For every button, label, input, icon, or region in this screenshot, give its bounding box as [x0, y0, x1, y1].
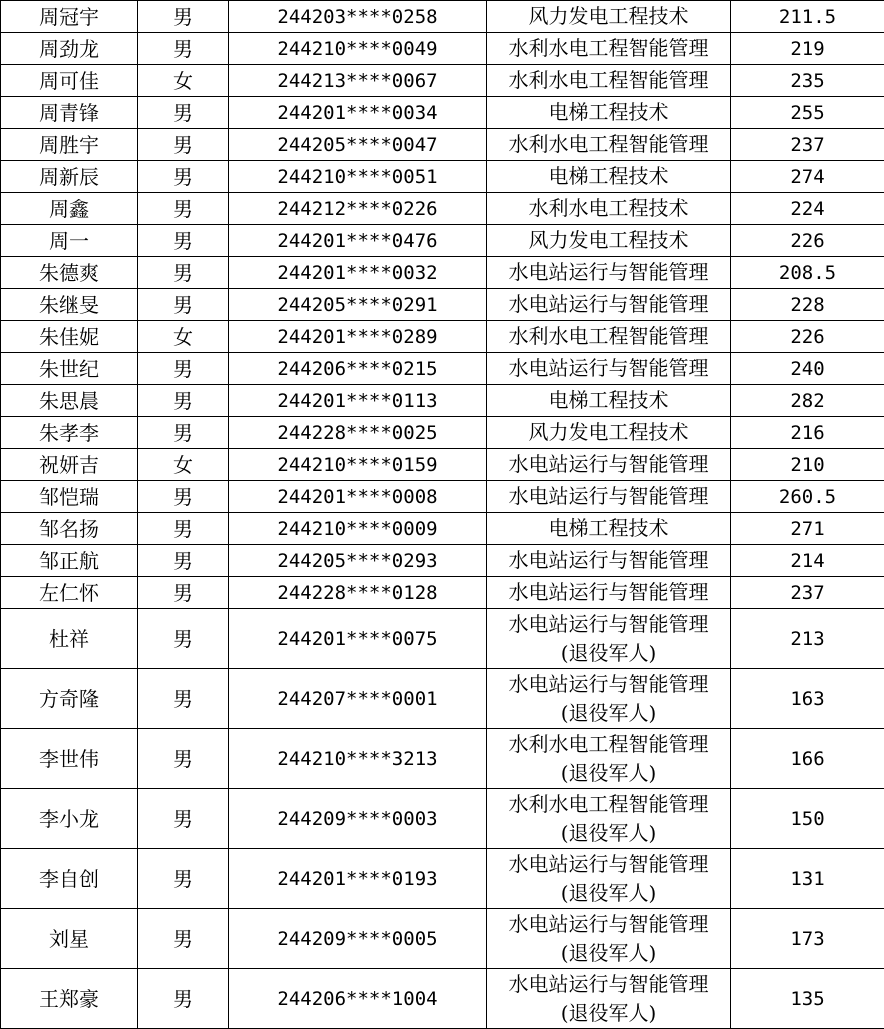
name-cell: 杜祥 [1, 609, 138, 669]
major-name: 水利水电工程智能管理 [487, 130, 730, 159]
score-cell: 274 [731, 161, 884, 193]
major-name: 水电站运行与智能管理 [487, 910, 730, 939]
score-cell: 260.5 [731, 481, 884, 513]
table-row [1, 909, 884, 969]
id-number-cell: 244210****0159 [229, 449, 487, 481]
gender-cell: 男 [138, 729, 229, 789]
id-number-cell: 244205****0047 [229, 129, 487, 161]
gender-cell: 男 [138, 193, 229, 225]
table-row [1, 513, 884, 545]
table-row [1, 577, 884, 609]
veteran-note: (退役军人) [487, 819, 730, 848]
table-row [1, 193, 884, 225]
name-cell: 李小龙 [1, 789, 138, 849]
major-name: 水利水电工程技术 [487, 194, 730, 223]
score-cell: 214 [731, 545, 884, 577]
veteran-note: (退役军人) [487, 939, 730, 968]
major-name: 水利水电工程智能管理 [487, 322, 730, 351]
name-cell: 周鑫 [1, 193, 138, 225]
major-cell [487, 385, 731, 417]
id-number-cell: 244201****0008 [229, 481, 487, 513]
score-cell: 282 [731, 385, 884, 417]
gender-cell: 男 [138, 417, 229, 449]
name-cell: 朱孝李 [1, 417, 138, 449]
major-name: 水利水电工程智能管理 [487, 730, 730, 759]
major-cell [487, 789, 731, 849]
name-cell: 周胜宇 [1, 129, 138, 161]
id-number-cell: 244213****0067 [229, 65, 487, 97]
score-cell: 271 [731, 513, 884, 545]
table-row [1, 97, 884, 129]
major-name: 水利水电工程智能管理 [487, 34, 730, 63]
veteran-note: (退役军人) [487, 639, 730, 668]
id-number-cell: 244201****0193 [229, 849, 487, 909]
name-cell: 李自创 [1, 849, 138, 909]
major-name: 风力发电工程技术 [487, 418, 730, 447]
gender-cell: 男 [138, 481, 229, 513]
major-cell [487, 513, 731, 545]
major-cell [487, 669, 731, 729]
table-row [1, 609, 884, 669]
score-cell: 235 [731, 65, 884, 97]
table-row [1, 1, 884, 33]
score-cell: 226 [731, 321, 884, 353]
major-cell [487, 449, 731, 481]
table-body [1, 1, 884, 1029]
id-number-cell: 244201****0289 [229, 321, 487, 353]
gender-cell: 男 [138, 909, 229, 969]
table-row [1, 353, 884, 385]
id-number-cell: 244205****0291 [229, 289, 487, 321]
id-number-cell: 244203****0258 [229, 1, 487, 33]
id-number-cell: 244228****0128 [229, 577, 487, 609]
name-cell: 刘星 [1, 909, 138, 969]
table-row [1, 65, 884, 97]
gender-cell: 男 [138, 161, 229, 193]
major-cell [487, 417, 731, 449]
major-name: 电梯工程技术 [487, 514, 730, 543]
major-cell [487, 609, 731, 669]
table-row [1, 969, 884, 1029]
gender-cell: 男 [138, 33, 229, 65]
id-number-cell: 244210****0051 [229, 161, 487, 193]
table-row [1, 729, 884, 789]
gender-cell: 男 [138, 609, 229, 669]
score-cell: 163 [731, 669, 884, 729]
table-row [1, 321, 884, 353]
name-cell: 周一 [1, 225, 138, 257]
id-number-cell: 244209****0005 [229, 909, 487, 969]
gender-cell: 男 [138, 1, 229, 33]
id-number-cell: 244207****0001 [229, 669, 487, 729]
gender-cell: 男 [138, 257, 229, 289]
name-cell: 朱世纪 [1, 353, 138, 385]
major-cell [487, 909, 731, 969]
name-cell: 邹名扬 [1, 513, 138, 545]
major-name: 水电站运行与智能管理 [487, 970, 730, 999]
id-number-cell: 244201****0034 [229, 97, 487, 129]
major-name: 水电站运行与智能管理 [487, 610, 730, 639]
major-cell [487, 129, 731, 161]
major-name: 水电站运行与智能管理 [487, 670, 730, 699]
name-cell: 邹正航 [1, 545, 138, 577]
table-row [1, 257, 884, 289]
major-cell [487, 577, 731, 609]
major-name: 水利水电工程智能管理 [487, 790, 730, 819]
gender-cell: 男 [138, 289, 229, 321]
major-name: 水电站运行与智能管理 [487, 450, 730, 479]
table-row [1, 481, 884, 513]
major-cell [487, 161, 731, 193]
name-cell: 周青锋 [1, 97, 138, 129]
score-cell: 135 [731, 969, 884, 1029]
id-number-cell: 244210****3213 [229, 729, 487, 789]
major-name: 风力发电工程技术 [487, 2, 730, 31]
name-cell: 邹恺瑞 [1, 481, 138, 513]
gender-cell: 男 [138, 225, 229, 257]
score-cell: 219 [731, 33, 884, 65]
gender-cell: 男 [138, 129, 229, 161]
gender-cell: 男 [138, 97, 229, 129]
name-cell: 朱继旻 [1, 289, 138, 321]
id-number-cell: 244228****0025 [229, 417, 487, 449]
id-number-cell: 244210****0009 [229, 513, 487, 545]
score-cell: 208.5 [731, 257, 884, 289]
id-number-cell: 244201****0075 [229, 609, 487, 669]
score-cell: 173 [731, 909, 884, 969]
score-cell: 213 [731, 609, 884, 669]
table-row [1, 789, 884, 849]
score-cell: 226 [731, 225, 884, 257]
table-row [1, 33, 884, 65]
major-name: 电梯工程技术 [487, 162, 730, 191]
major-cell [487, 321, 731, 353]
score-cell: 237 [731, 129, 884, 161]
major-cell [487, 545, 731, 577]
major-cell [487, 65, 731, 97]
gender-cell: 男 [138, 789, 229, 849]
major-cell [487, 481, 731, 513]
table-row [1, 225, 884, 257]
table-row [1, 417, 884, 449]
name-cell: 周冠宇 [1, 1, 138, 33]
score-cell: 255 [731, 97, 884, 129]
score-cell: 131 [731, 849, 884, 909]
gender-cell: 女 [138, 449, 229, 481]
major-name: 水电站运行与智能管理 [487, 290, 730, 319]
major-cell [487, 969, 731, 1029]
id-number-cell: 244209****0003 [229, 789, 487, 849]
major-cell [487, 353, 731, 385]
gender-cell: 女 [138, 321, 229, 353]
major-name: 水利水电工程智能管理 [487, 66, 730, 95]
id-number-cell: 244201****0113 [229, 385, 487, 417]
score-cell: 224 [731, 193, 884, 225]
name-cell: 周可佳 [1, 65, 138, 97]
major-name: 电梯工程技术 [487, 98, 730, 127]
major-cell [487, 1, 731, 33]
veteran-note: (退役军人) [487, 699, 730, 728]
gender-cell: 女 [138, 65, 229, 97]
major-name: 电梯工程技术 [487, 386, 730, 415]
major-name: 风力发电工程技术 [487, 226, 730, 255]
name-cell: 周新辰 [1, 161, 138, 193]
id-number-cell: 244210****0049 [229, 33, 487, 65]
score-cell: 216 [731, 417, 884, 449]
id-number-cell: 244206****1004 [229, 969, 487, 1029]
table-row [1, 129, 884, 161]
id-number-cell: 244212****0226 [229, 193, 487, 225]
gender-cell: 男 [138, 353, 229, 385]
gender-cell: 男 [138, 969, 229, 1029]
name-cell: 朱德爽 [1, 257, 138, 289]
major-cell [487, 193, 731, 225]
major-cell [487, 849, 731, 909]
veteran-note: (退役军人) [487, 759, 730, 788]
id-number-cell: 244201****0476 [229, 225, 487, 257]
table-row [1, 669, 884, 729]
name-cell: 王郑豪 [1, 969, 138, 1029]
veteran-note: (退役军人) [487, 999, 730, 1028]
name-cell: 周劲龙 [1, 33, 138, 65]
major-cell [487, 257, 731, 289]
major-name: 水电站运行与智能管理 [487, 578, 730, 607]
table-row [1, 161, 884, 193]
gender-cell: 男 [138, 385, 229, 417]
major-cell [487, 225, 731, 257]
id-number-cell: 244201****0032 [229, 257, 487, 289]
id-number-cell: 244206****0215 [229, 353, 487, 385]
major-cell [487, 289, 731, 321]
score-cell: 166 [731, 729, 884, 789]
name-cell: 祝妍吉 [1, 449, 138, 481]
score-cell: 240 [731, 353, 884, 385]
gender-cell: 男 [138, 513, 229, 545]
major-name: 水电站运行与智能管理 [487, 258, 730, 287]
major-name: 水电站运行与智能管理 [487, 546, 730, 575]
veteran-note: (退役军人) [487, 879, 730, 908]
name-cell: 方奇隆 [1, 669, 138, 729]
major-name: 水电站运行与智能管理 [487, 354, 730, 383]
gender-cell: 男 [138, 849, 229, 909]
table-row [1, 545, 884, 577]
score-cell: 210 [731, 449, 884, 481]
name-cell: 李世伟 [1, 729, 138, 789]
gender-cell: 男 [138, 577, 229, 609]
score-cell: 237 [731, 577, 884, 609]
major-name: 水电站运行与智能管理 [487, 482, 730, 511]
name-cell: 朱佳妮 [1, 321, 138, 353]
id-number-cell: 244205****0293 [229, 545, 487, 577]
name-cell: 左仁怀 [1, 577, 138, 609]
table-row [1, 289, 884, 321]
score-cell: 150 [731, 789, 884, 849]
major-cell [487, 97, 731, 129]
gender-cell: 男 [138, 669, 229, 729]
table-row [1, 385, 884, 417]
major-cell [487, 729, 731, 789]
score-cell: 228 [731, 289, 884, 321]
table-row [1, 449, 884, 481]
gender-cell: 男 [138, 545, 229, 577]
table-row [1, 849, 884, 909]
name-cell: 朱思晨 [1, 385, 138, 417]
major-cell [487, 33, 731, 65]
major-name: 水电站运行与智能管理 [487, 850, 730, 879]
score-cell: 211.5 [731, 1, 884, 33]
